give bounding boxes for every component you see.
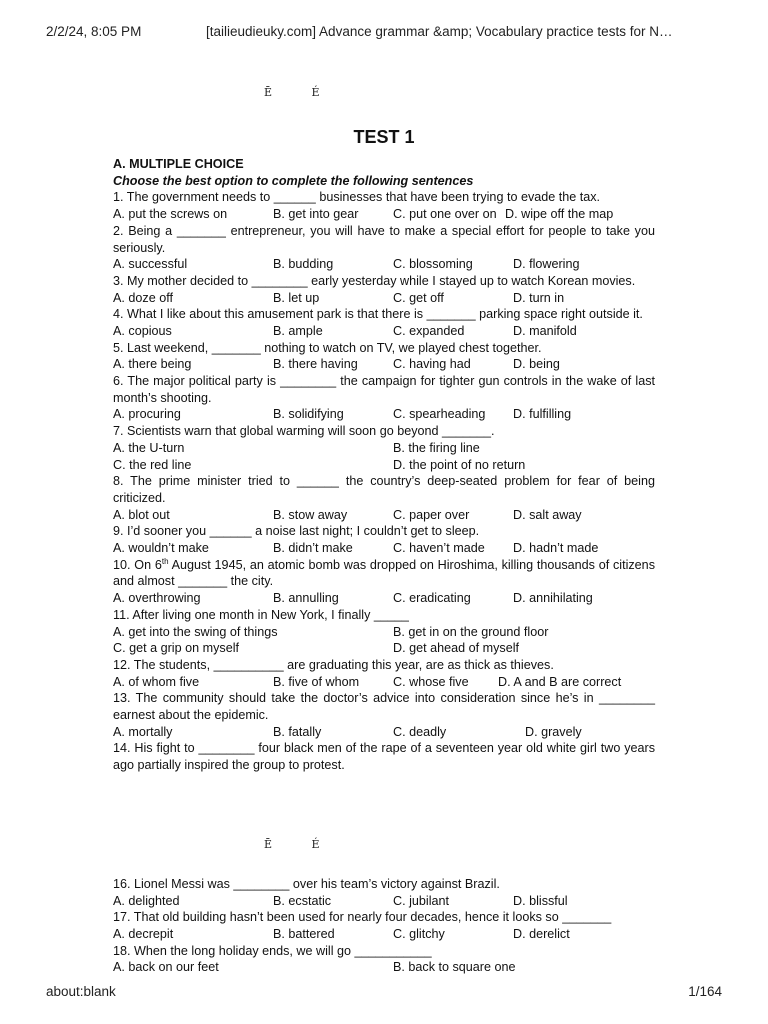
page-content-continued — [113, 876, 655, 976]
print-datetime: 2/2/24, 8:05 PM — [46, 24, 142, 39]
option-b: B. didn’t make — [273, 541, 353, 556]
option-a: A. wouldn’t make — [113, 541, 209, 556]
question-text: 14. His fight to ________ four black men of the rape of a seventeen year old white girl two years ago partially inspired the group to protest. — [113, 741, 655, 773]
option-a: A. procuring — [113, 407, 181, 422]
option-b: B. back to square one — [393, 960, 516, 975]
option-b: B. fatally — [273, 724, 322, 739]
page-glyph-mark: Ē É — [264, 86, 338, 99]
option-d: D. blissful — [513, 893, 568, 908]
option-c: C. whose five — [393, 674, 469, 689]
option-a: A. copious — [113, 323, 172, 338]
question-text: 12. The students, __________ are graduating this year, are as thick as thieves. — [113, 657, 554, 672]
question-text: 6. The major political party is ________ the campaign for tighter gun controls in the wake of last month’s shooting. — [113, 374, 655, 405]
question-text: 18. When the long holiday ends, we will go ___________ — [113, 943, 432, 958]
option-d: D. the point of no return — [393, 457, 526, 472]
option-a: A. delighted — [113, 893, 180, 908]
option-b: B. let up — [273, 290, 320, 305]
option-c: C. get a grip on myself — [113, 641, 239, 656]
option-d: D. annihilating — [513, 591, 593, 606]
option-c: C. haven’t made — [393, 541, 485, 556]
question-options — [113, 406, 655, 423]
option-b: B. budding — [273, 257, 334, 272]
option-d: D. being — [513, 357, 560, 372]
option-d: D. gravely — [525, 724, 582, 739]
question-text: 17. That old building hasn’t been used for nearly four decades, hence it looks so _______ — [113, 910, 612, 925]
option-c: C. the red line — [113, 457, 192, 472]
question-text-part: August 1945, an atomic bomb was dropped on Hiroshima, killing thousands of citizens and almost _______ the city. — [113, 557, 655, 589]
option-c: C. glitchy — [393, 927, 445, 942]
option-d: D. get ahead of myself — [393, 641, 520, 656]
option-a: A. decrepit — [113, 927, 174, 942]
print-footer — [46, 984, 722, 1000]
question-text: 11. After living one month in New York, I finally _____ — [113, 607, 409, 622]
option-d: D. fulfilling — [513, 407, 572, 422]
option-d: D. wipe off the map — [505, 207, 614, 222]
option-d: D. flowering — [513, 257, 580, 272]
option-c: C. jubilant — [393, 893, 450, 908]
question-text — [113, 557, 655, 590]
question-text-part: 10. On 6 — [113, 557, 162, 572]
page-indicator: 1/164 — [688, 984, 722, 999]
option-a: A. there being — [113, 357, 192, 372]
option-b: B. battered — [273, 927, 335, 942]
question-options — [113, 590, 655, 607]
print-header — [46, 24, 722, 40]
option-c: C. put one over on — [393, 207, 497, 222]
option-a: A. the U-turn — [113, 440, 185, 455]
question-text: 8. The prime minister tried to ______ the country’s deep-seated problem for fear of being criticized. — [113, 474, 655, 505]
question-options — [113, 457, 655, 474]
option-b: B. ample — [273, 323, 323, 338]
question-options — [113, 893, 655, 910]
option-a: A. successful — [113, 257, 188, 272]
question-options — [113, 959, 655, 976]
question-text: 1. The government needs to ______ businesses that have been trying to evade the tax. — [113, 190, 601, 205]
option-c: C. paper over — [393, 507, 470, 522]
option-b: B. stow away — [273, 507, 348, 522]
option-c: C. blossoming — [393, 257, 473, 272]
question-options — [113, 624, 655, 641]
option-b: B. the firing line — [393, 440, 480, 455]
option-b: B. get into gear — [273, 207, 359, 222]
option-d: D. manifold — [513, 323, 577, 338]
question-options — [113, 440, 655, 457]
option-c: C. deadly — [393, 724, 447, 739]
question-options — [113, 674, 655, 691]
question-options — [113, 507, 655, 524]
option-d: D. hadn’t made — [513, 541, 599, 556]
question-options — [113, 724, 655, 741]
option-c: C. expanded — [393, 323, 465, 338]
option-b: B. annulling — [273, 591, 339, 606]
question-options — [113, 640, 655, 657]
question-options — [113, 290, 655, 307]
test-title: TEST 1 — [353, 127, 415, 147]
option-a: A. get into the swing of things — [113, 624, 278, 639]
option-a: A. doze off — [113, 290, 173, 305]
option-b: B. there having — [273, 357, 358, 372]
question-options — [113, 256, 655, 273]
question-text: 5. Last weekend, _______ nothing to watch on TV, we played chest together. — [113, 340, 542, 355]
question-options — [113, 356, 655, 373]
option-d: D. derelict — [513, 927, 570, 942]
question-options — [113, 323, 655, 340]
section-heading: A. MULTIPLE CHOICE — [113, 157, 244, 171]
ordinal-superscript: th — [161, 556, 169, 566]
option-d: D. salt away — [513, 507, 582, 522]
option-a: A. mortally — [113, 724, 173, 739]
question-text: 16. Lionel Messi was ________ over his team’s victory against Brazil. — [113, 877, 500, 891]
question-text: 13. The community should take the doctor’s advice into consideration since he’s in ________ earnest about the epidemic. — [113, 691, 655, 722]
option-c: C. get off — [393, 290, 444, 305]
option-c: C. eradicating — [393, 591, 471, 606]
option-a: A. put the screws on — [113, 207, 228, 222]
page-glyph-mark: Ē É — [264, 838, 338, 851]
question-options — [113, 206, 655, 223]
page-content — [113, 125, 655, 774]
question-text: 9. I’d sooner you ______ a noise last night; I couldn’t get to sleep. — [113, 524, 480, 539]
question-text: 4. What I like about this amusement park is that there is _______ parking space right outside it. — [113, 307, 643, 322]
question-text: 2. Being a _______ entrepreneur, you will have to make a special effort for people to take you seriously. — [113, 223, 655, 255]
print-document-title: [tailieudieuky.com] Advance grammar &amp; Vocabulary practice tests for N… — [206, 24, 673, 39]
question-text: 7. Scientists warn that global warming will soon go beyond _______. — [113, 424, 495, 439]
question-options — [113, 926, 655, 943]
option-b: B. ecstatic — [273, 893, 332, 908]
option-d: D. turn in — [513, 290, 565, 305]
option-c: C. spearheading — [393, 407, 486, 422]
option-c: C. having had — [393, 357, 471, 372]
option-b: B. get in on the ground floor — [393, 624, 549, 639]
option-a: A. overthrowing — [113, 591, 201, 606]
print-url: about:blank — [46, 984, 116, 999]
instructions: Choose the best option to complete the following sentences — [113, 173, 474, 188]
option-a: A. of whom five — [113, 674, 200, 689]
option-b: B. five of whom — [273, 674, 360, 689]
option-a: A. blot out — [113, 507, 170, 522]
question-options — [113, 540, 655, 557]
option-b: B. solidifying — [273, 407, 344, 422]
option-a: A. back on our feet — [113, 960, 219, 975]
question-text: 3. My mother decided to ________ early yesterday while I stayed up to watch Korean movies. — [113, 273, 636, 288]
option-d: D. A and B are correct — [498, 674, 622, 689]
